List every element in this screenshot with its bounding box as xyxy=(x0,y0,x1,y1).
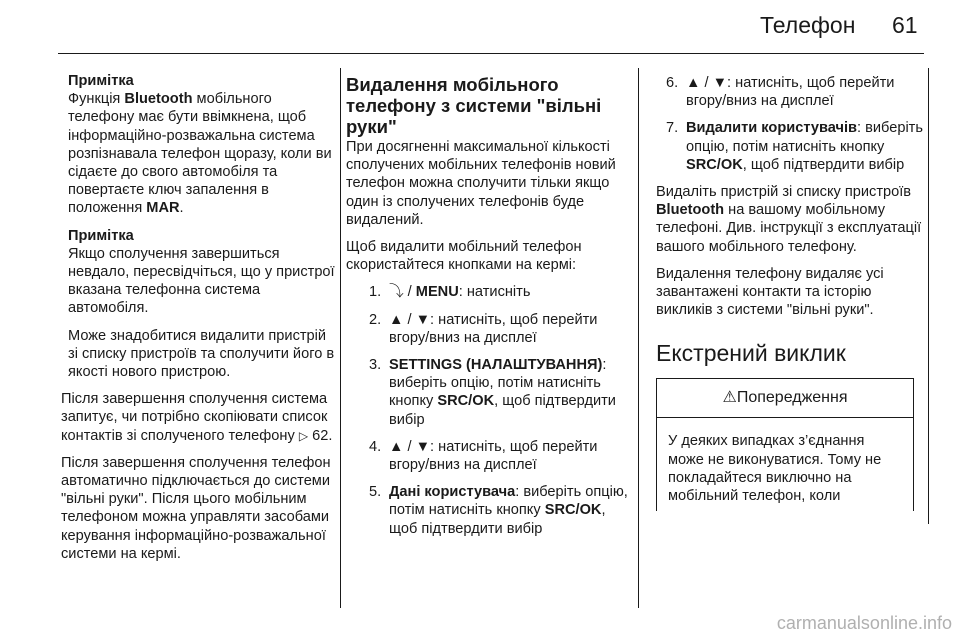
page-ref-icon: ▷ xyxy=(298,428,309,443)
list-item: 4. ▲ / ▼: натисніть, щоб перейти вгору/вниз на дисплеї xyxy=(369,438,598,474)
warning-box xyxy=(656,378,914,511)
warning-text: У деяких випадках з’єднання може не виконуватися. Тому не покладайтеся виключно на мобільний телефон, коли xyxy=(668,433,882,505)
note-1-text: Функція Bluetooth мобільного телефону має бути ввімкнена, щоб інформаційно-розважальна система розпізнавала телефон щоразу, коли ви сідаєте до свого автомобіля та повертаєте ключ запалення в положення MAR. xyxy=(68,91,332,217)
list-item: 7. Видалити користувачів: виберіть опцію, потім натисніть кнопку SRC/OK, щоб підтвердити вибір xyxy=(666,120,923,173)
list-item: 1. ⤵ / MENU: натисніть xyxy=(369,284,531,301)
column-2 xyxy=(346,74,632,547)
column-divider-2 xyxy=(638,68,639,608)
column-1 xyxy=(61,72,336,572)
column-3 xyxy=(646,74,924,511)
paragraph-intro: При досягненні максимальної кількості сполучених мобільних телефонів новий телефон можна сполучити тільки якщо один із сполучених телефонів буде видалений. xyxy=(346,139,616,228)
phone-hook-icon: ⤵ xyxy=(389,284,404,301)
watermark: carmanualsonline.info xyxy=(776,613,952,633)
section-heading-emergency-call: Екстрений виклик xyxy=(656,340,846,367)
column-divider-1 xyxy=(340,68,341,608)
list-item: 5. Дані користувача: виберіть опцію, потім натисніть кнопку SRC/OK, щоб підтвердити вибір xyxy=(369,484,628,537)
paragraph-copy-contacts: Після завершення сполучення система запитує, чи потрібно скопіювати список контактів зі сполученого телефону ▷ 62. xyxy=(61,391,333,444)
list-item: 3. SETTINGS (НАЛАШТУВАННЯ): виберіть опцію, потім натисніть кнопку SRC/OK, щоб підтвердити вибір xyxy=(369,357,616,428)
warning-title: Попередження xyxy=(736,389,848,407)
steps-list-2 xyxy=(646,74,924,174)
column-divider-3 xyxy=(928,68,929,524)
warning-triangle-icon: ⚠ xyxy=(722,389,737,407)
page-number: 61 xyxy=(892,12,918,38)
note-2-text-2: Може знадобитися видалити пристрій зі списку пристроїв та сполучити його в якості нового пристрою. xyxy=(68,327,335,381)
paragraph-steering-buttons: Щоб видалити мобільний телефон скористайтеся кнопками на кермі: xyxy=(346,239,582,274)
header-rule xyxy=(58,53,924,54)
note-1-title: Примітка xyxy=(68,73,134,89)
paragraph-delete-effects: Видалення телефону видаляє усі завантажені контакти та історію викликів з системи "вільні руки". xyxy=(656,265,884,319)
paragraph-remove-device: Видаліть пристрій зі списку пристроїв Bluetooth на вашому мобільному телефоні. Див. інструкції з експлуатації вашого мобільного телефону. xyxy=(656,184,922,255)
note-2-text: Якщо сполучення завершиться невдало, пересвідчіться, що у пристрої вказана телефонна система автомобіля. xyxy=(68,245,335,317)
steps-list-1 xyxy=(346,283,632,537)
section-heading-delete-phone: Видалення мобільного телефону з системи "вільні руки" xyxy=(346,74,602,137)
paragraph-auto-connect: Після завершення сполучення телефон автоматично підключається до системи "вільні руки". Після цього мобільним телефоном можна управляти засобами керування інформаційно-розважальної системи на кермі. xyxy=(61,454,331,562)
list-item: 2. ▲ / ▼: натисніть, щоб перейти вгору/вниз на дисплеї xyxy=(369,311,598,346)
warning-header xyxy=(657,379,913,418)
note-2-title: Примітка xyxy=(68,227,134,244)
list-item: 6. ▲ / ▼: натисніть, щоб перейти вгору/вниз на дисплеї xyxy=(666,75,895,110)
page-ref-link[interactable]: 62. xyxy=(312,427,333,444)
page-header-title: Телефон xyxy=(760,12,856,38)
